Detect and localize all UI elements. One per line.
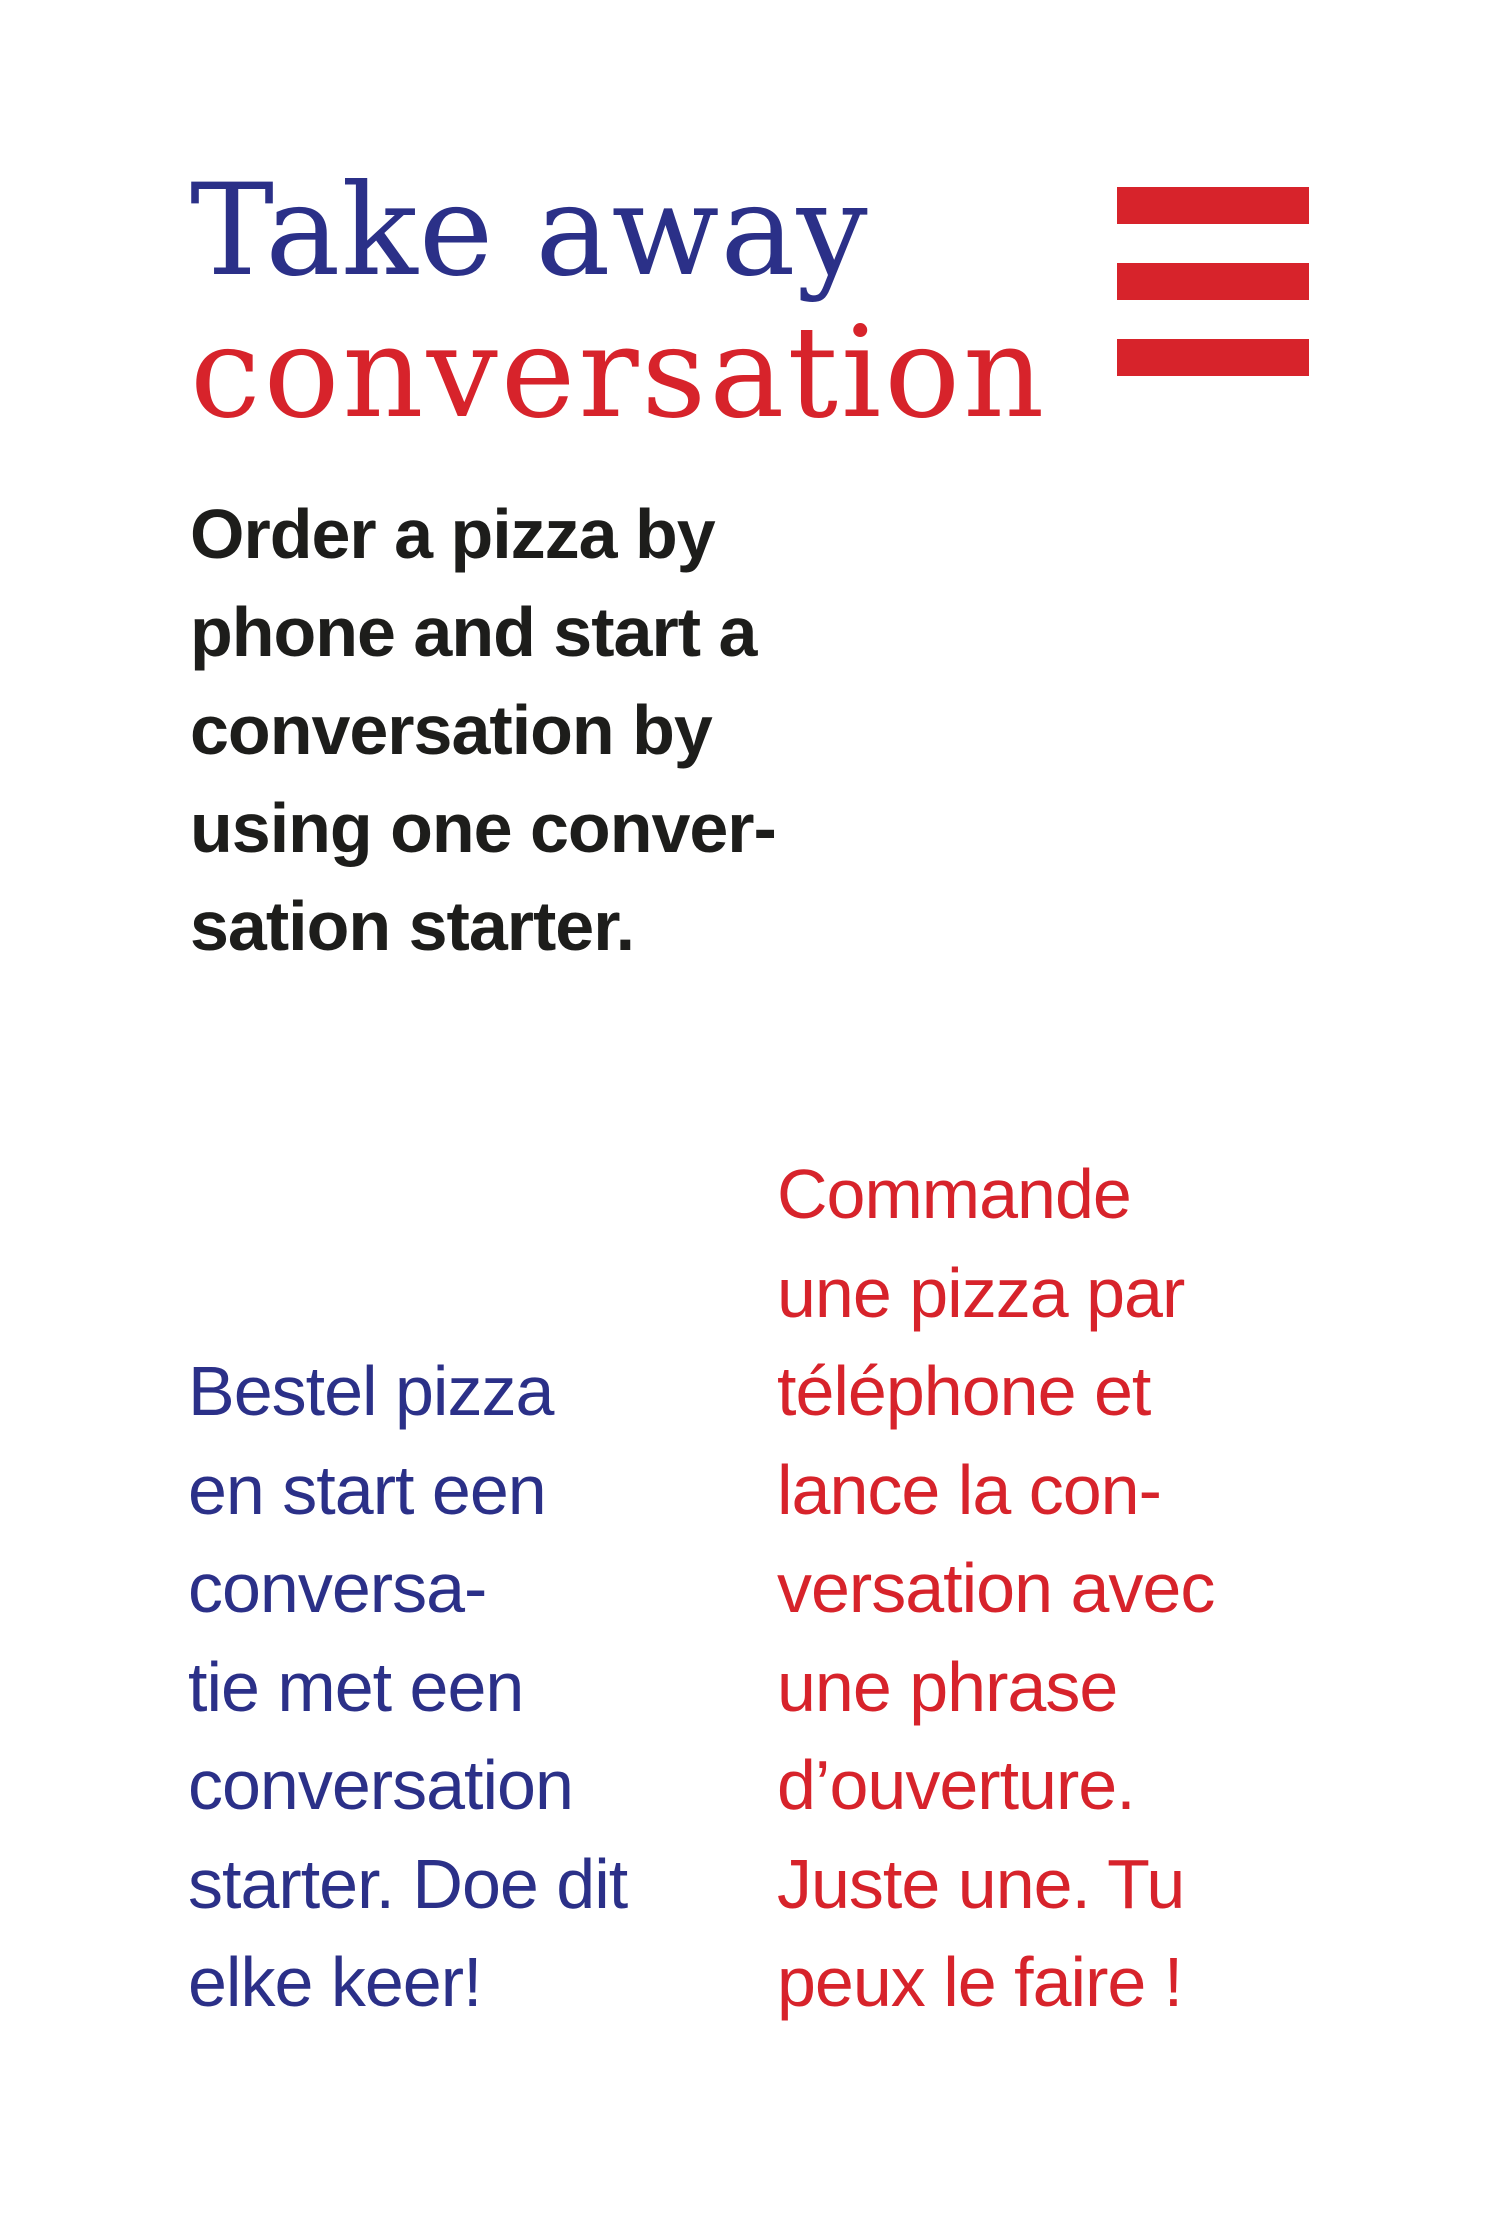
instruction-line: Order a pizza by <box>190 495 715 573</box>
instruction-line: sation starter. <box>190 887 635 965</box>
french-line: d’ouverture. <box>777 1746 1135 1824</box>
dutch-line: conversa- <box>188 1549 487 1627</box>
french-line: peux le faire ! <box>777 1943 1183 2021</box>
instruction-line: phone and start a <box>190 593 757 671</box>
menu-icon[interactable] <box>1117 187 1309 377</box>
instruction-line: conversation by <box>190 691 712 769</box>
title-line-1: Take away <box>190 157 869 304</box>
french-line: Commande <box>777 1155 1131 1233</box>
instruction-line: using one conver- <box>190 789 776 867</box>
dutch-line: tie met een <box>188 1647 524 1726</box>
french-line: téléphone et <box>777 1352 1151 1430</box>
menu-bar-middle <box>1117 263 1309 300</box>
dutch-line: elke keer! <box>188 1943 482 2021</box>
french-line: versation avec <box>777 1549 1215 1627</box>
text-dutch <box>188 1342 748 2032</box>
dutch-line: starter. Doe dit <box>188 1844 628 1923</box>
instruction-english <box>190 485 990 975</box>
french-line: une phrase <box>777 1647 1118 1726</box>
text-french <box>777 1145 1397 2032</box>
title-line-2: conversation <box>190 299 1048 446</box>
menu-bar-top <box>1117 187 1309 224</box>
dutch-line: en start een <box>188 1450 546 1529</box>
french-line: Juste une. Tu <box>777 1844 1185 1923</box>
french-line: lance la con- <box>777 1450 1161 1529</box>
menu-bar-bottom <box>1117 339 1309 376</box>
dutch-line: conversation <box>188 1746 573 1824</box>
dutch-line: Bestel pizza <box>188 1352 554 1430</box>
french-line: une pizza par <box>777 1253 1185 1332</box>
